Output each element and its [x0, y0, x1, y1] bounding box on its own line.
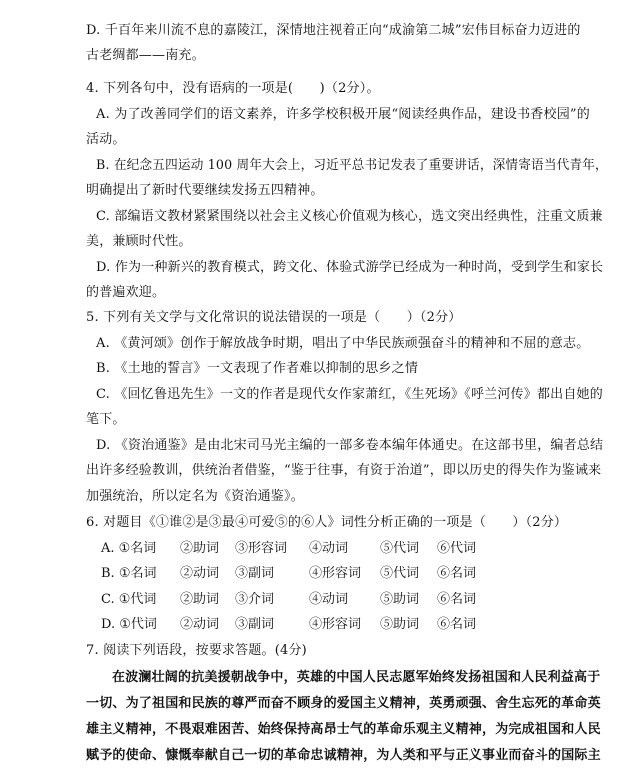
q6-c-col6: ⑥名词 [437, 592, 477, 607]
q6-d-col5: ⑤助词 [380, 617, 420, 632]
q3-option-d-line1: D. 千百年来川流不息的嘉陵江，深情地注视着正向“成渝第二城”宏伟目标奋力迈进的 [86, 23, 581, 38]
q5-option-d-line3: 加强统治，所以定名为《资治通鉴》。 [86, 489, 304, 504]
q4-option-c-line2: 美，兼顾时代性。 [86, 234, 192, 249]
q6-d-col2: ②动词 [180, 617, 220, 632]
q6-b-col5: ⑤代词 [380, 566, 420, 581]
q6-b-col6: ⑥名词 [437, 566, 477, 581]
q6-b-col3: ③副词 [235, 566, 275, 581]
q3-option-d-line2: 古老绸都——南充。 [86, 48, 205, 63]
q6-d-col1: D. ①代词 [101, 617, 157, 632]
q6-a-col3: ③形容词 [235, 541, 288, 556]
q7-passage-line2: 一切、为了祖国和民族的尊严而奋不顾身的爱国主义精神，英勇顽强、舍生忘死的革命英 [86, 696, 601, 711]
q6-a-col4: ④动词 [309, 541, 349, 556]
q5-option-a: A. 《黄河颂》创作于解放战争时期，唱出了中华民族顽强奋斗的精神和不屈的意志。 [96, 336, 590, 351]
q7-passage-line3: 雄主义精神，不畏艰难困苦、始终保持高昂士气的革命乐观主义精神，为完成祖国和人民 [86, 722, 601, 737]
q6-a-col5: ⑤代词 [380, 541, 420, 556]
q4-option-a-line2: 活动。 [86, 132, 126, 147]
q6-b-col4: ④形容词 [309, 566, 362, 581]
q6-d-col3: ③副词 [235, 617, 275, 632]
q4-option-a-line1: A. 为了改善同学们的语文素养，许多学校积极开展“阅读经典作品，建设书香校园”的 [96, 107, 590, 122]
q4-option-b-line1: B. 在纪念五四运动 100 周年大会上，习近平总书记发表了重要讲话，深情寄语当代青年， [96, 158, 608, 173]
q5-option-c-line2: 笔下。 [86, 412, 126, 427]
q6-a-col2: ②助词 [180, 541, 220, 556]
q6-a-col1: A. ①名词 [101, 541, 157, 556]
q4-option-b-line2: 明确提出了新时代要继续发扬五四精神。 [86, 183, 324, 198]
q6-stem: 6. 对题目《①谁②是③最④可爱⑤的⑥人》词性分析正确的一项是（ ）（2分） [86, 515, 568, 530]
q5-option-d-line2: 出许多经验教训，供统治者借鉴，“鉴于往事，有资于治道”，即以历史的得失作为鉴诫来 [86, 463, 602, 478]
q5-option-c-line1: C. 《回忆鲁迅先生》一文的作者是现代女作家萧红，《生死场》《呼兰河传》都出自她的 [96, 387, 603, 402]
q5-stem: 5. 下列有关文学与文化常识的说法错误的一项是（ ）（2分） [86, 310, 462, 325]
q6-c-col5: ⑤助词 [380, 592, 420, 607]
q6-c-col1: C. ①代词 [101, 592, 157, 607]
q4-stem: 4. 下列各句中，没有语病的一项是( )（2分）。 [86, 81, 380, 96]
q4-option-d-line2: 的普遍欢迎。 [86, 285, 166, 300]
q5-option-b: B. 《土地的誓言》一文表现了作者难以抑制的思乡之情 [96, 361, 419, 376]
q6-b-col2: ②动词 [180, 566, 220, 581]
q4-option-c-line1: C. 部编语文教材紧紧围绕以社会主义核心价值观为核心，选文突出经典性，注重文质兼 [96, 209, 603, 224]
q6-d-col6: ⑥名词 [437, 617, 477, 632]
q6-c-col3: ③介词 [235, 592, 275, 607]
q6-c-col2: ②助词 [180, 592, 220, 607]
q7-passage-line1: 在波澜壮阔的抗美援朝战争中，英雄的中国人民志愿军始终发扬祖国和人民利益高于 [112, 670, 601, 685]
q4-option-d-line1: D. 作为一种新兴的教育模式，跨文化、体验式游学已经成为一种时尚，受到学生和家长 [96, 260, 604, 275]
q7-stem: 7. 阅读下列语段，按要求答题。(4分) [86, 643, 307, 658]
q6-c-col4: ④动词 [309, 592, 349, 607]
q7-passage-line4: 赋予的使命、慷慨奉献自己一切的革命忠诚精神，为人类和平与正义事业而奋斗的国际主 [86, 748, 601, 763]
q6-b-col1: B. ①名词 [101, 566, 157, 581]
q6-d-col4: ④形容词 [309, 617, 362, 632]
q5-option-d-line1: D. 《资治通鉴》是由北宋司马光主编的一部多卷本编年体通史。在这部书里，编者总结 [96, 438, 604, 453]
q6-a-col6: ⑥代词 [437, 541, 477, 556]
